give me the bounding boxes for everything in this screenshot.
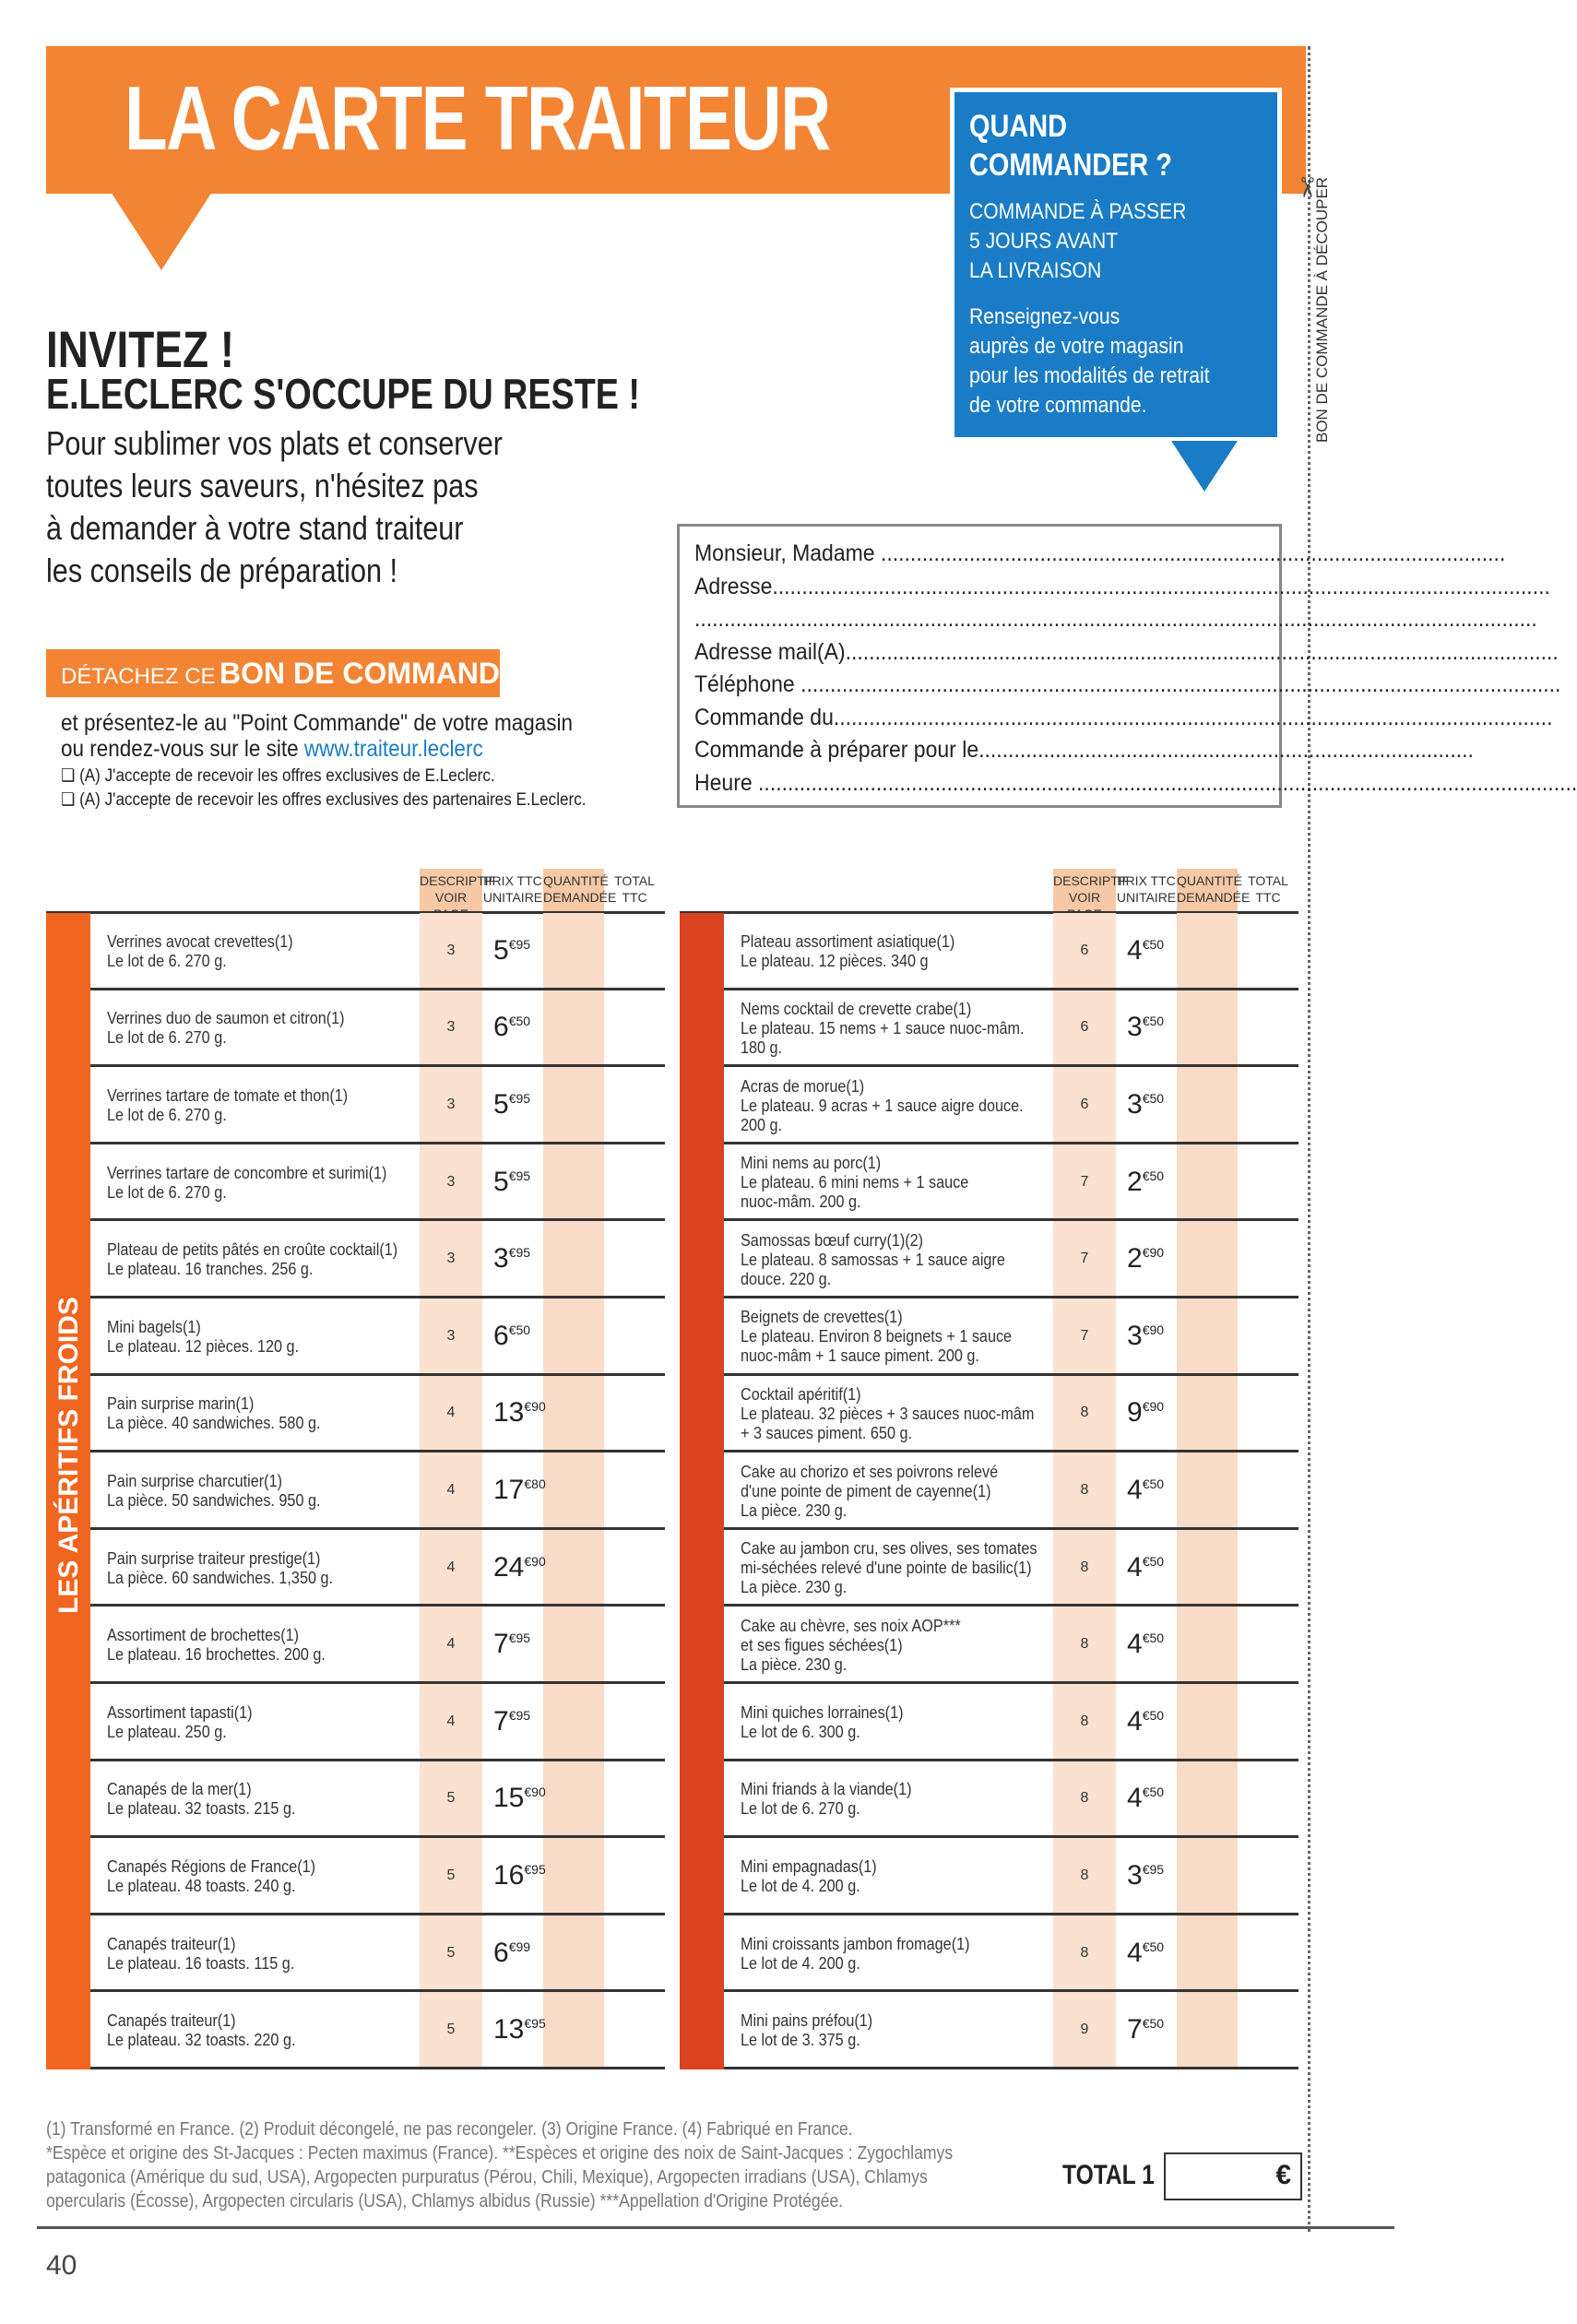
website-link[interactable]: www.traiteur.leclerc bbox=[303, 736, 483, 762]
product-text: Assortiment de brochettes(1) bbox=[107, 1626, 299, 1645]
product-price bbox=[493, 1167, 530, 1198]
price-currency: € bbox=[508, 1245, 516, 1261]
price-euros: 3 bbox=[1127, 1860, 1143, 1891]
product-text: Verrines avocat crevettes(1) bbox=[107, 931, 293, 951]
info-4: de votre commande. bbox=[969, 393, 1147, 418]
product-text: Cake au chorizo et ses poivrons relevé bbox=[741, 1462, 999, 1481]
price-currency: € bbox=[508, 1707, 516, 1723]
product-text: Le plateau. 6 mini nems + 1 sauce bbox=[741, 1173, 969, 1192]
price-euros: 24 bbox=[493, 1551, 525, 1583]
price-euros: 4 bbox=[1127, 1629, 1143, 1660]
price-currency: € bbox=[524, 2016, 532, 2032]
price-cents: 90 bbox=[531, 1399, 546, 1415]
price-euros: 16 bbox=[493, 1860, 525, 1891]
product-text: Le plateau. 15 nems + 1 sauce nuoc-mâm. bbox=[741, 1018, 1025, 1038]
product-text: Le lot de 6. 270 g. bbox=[741, 1799, 860, 1819]
product-text: Le lot de 3. 375 g. bbox=[741, 2031, 860, 2050]
section-label: LES APÉRITIFS FROIDS bbox=[53, 1297, 84, 1614]
price-cents: 95 bbox=[516, 1245, 531, 1261]
product-text: 200 g. bbox=[741, 1115, 783, 1134]
product-text: Verrines duo de saumon et citron(1) bbox=[107, 1009, 345, 1028]
form-email-field[interactable]: Adresse mail(A)......................................................................................................................... bbox=[694, 638, 1559, 665]
section-sidebar-right bbox=[680, 913, 724, 2069]
price-cents: 50 bbox=[1149, 1476, 1165, 1491]
form-time-field[interactable]: Heure ........................................................................................................................................... bbox=[694, 769, 1577, 796]
product-text: Mini empagnadas(1) bbox=[741, 1857, 877, 1876]
product-text: Le plateau. 8 samossas + 1 sauce aigre bbox=[741, 1250, 1005, 1269]
price-cents: 95 bbox=[531, 1862, 546, 1877]
hdr-text: UNITAIRE bbox=[1116, 890, 1177, 905]
price-euros: 7 bbox=[493, 1705, 509, 1737]
product-price bbox=[1127, 1397, 1164, 1429]
product-page-ref: 4 bbox=[446, 1636, 456, 1653]
product-price bbox=[1127, 1938, 1164, 1969]
price-cents: 50 bbox=[1149, 2016, 1165, 2032]
detach-banner bbox=[46, 649, 520, 697]
hdr-text: DEMANDÉE bbox=[543, 890, 617, 905]
price-cents: 50 bbox=[1149, 1707, 1165, 1723]
price-cents: 95 bbox=[516, 1168, 531, 1183]
product-text: Le plateau. 250 g. bbox=[107, 1722, 227, 1741]
product-price bbox=[1127, 1167, 1164, 1198]
bottom-rule bbox=[37, 2226, 1394, 2229]
product-text: Cake au jambon cru, ses olives, ses tomates bbox=[741, 1539, 1038, 1559]
price-cents: 90 bbox=[1149, 1399, 1165, 1415]
page-title: LA CARTE TRAITEUR bbox=[125, 67, 830, 169]
product-text: Pain surprise marin(1) bbox=[107, 1394, 255, 1414]
product-price bbox=[1127, 935, 1164, 966]
page-number: 40 bbox=[46, 2250, 77, 2281]
product-text: Verrines tartare de tomate et thon(1) bbox=[107, 1086, 349, 1105]
product-price bbox=[493, 1397, 546, 1429]
price-euros: 6 bbox=[493, 1937, 509, 1968]
product-price bbox=[493, 1243, 530, 1275]
product-price bbox=[493, 1938, 530, 1969]
price-cents: 95 bbox=[516, 1630, 531, 1646]
blue-box-notch bbox=[1171, 441, 1238, 492]
product-price bbox=[493, 2014, 546, 2045]
header-total-left bbox=[604, 869, 665, 913]
product-price bbox=[493, 1552, 546, 1583]
product-text: Le plateau. 32 toasts. 215 g. bbox=[107, 1799, 296, 1819]
price-cents: 50 bbox=[1149, 1168, 1165, 1183]
product-text: douce. 220 g. bbox=[741, 1269, 832, 1288]
product-text: Le lot de 4. 200 g. bbox=[741, 1877, 860, 1895]
product-price bbox=[493, 1089, 530, 1120]
product-page-ref: 8 bbox=[1080, 1405, 1089, 1421]
product-text: Mini nems au porc(1) bbox=[741, 1154, 882, 1173]
product-text: Nems cocktail de crevette crabe(1) bbox=[741, 999, 972, 1018]
price-currency: € bbox=[508, 936, 516, 952]
price-euros: 7 bbox=[1127, 2014, 1143, 2045]
hdr-text: PRIX TTC bbox=[483, 873, 542, 888]
product-text: Mini pains préfou(1) bbox=[741, 2011, 873, 2031]
consent-checkbox-partners[interactable]: ❏ (A) J'accepte de recevoir les offres exclusives des partenaires E.Leclerc. bbox=[61, 790, 587, 810]
product-text: Mini friands à la viande(1) bbox=[741, 1780, 912, 1799]
detach-prefix: DÉTACHEZ CE bbox=[61, 664, 216, 689]
product-text: Le plateau. 12 pièces. 120 g. bbox=[107, 1336, 300, 1356]
header-total-right bbox=[1238, 869, 1298, 913]
price-currency: € bbox=[1142, 1784, 1150, 1800]
product-price bbox=[1127, 2014, 1164, 2045]
price-euros: 3 bbox=[493, 1243, 509, 1275]
price-euros: 4 bbox=[1127, 1475, 1143, 1505]
product-text: Le plateau. 16 brochettes. 200 g. bbox=[107, 1645, 326, 1665]
product-page-ref: 5 bbox=[446, 2022, 456, 2038]
product-price bbox=[493, 1012, 530, 1043]
price-currency: € bbox=[524, 1553, 532, 1569]
price-cents: 90 bbox=[531, 1553, 546, 1569]
product-text: nuoc-mâm. 200 g. bbox=[741, 1192, 861, 1212]
price-euros: 9 bbox=[1127, 1397, 1143, 1429]
product-text: 180 g. bbox=[741, 1038, 783, 1057]
product-text: La pièce. 230 g. bbox=[741, 1500, 848, 1520]
product-page-ref: 8 bbox=[1080, 1636, 1089, 1653]
product-price bbox=[493, 1783, 546, 1814]
price-cents: 50 bbox=[1149, 1091, 1165, 1106]
price-currency: € bbox=[508, 1014, 516, 1029]
product-text: Plateau de petits pâtés en croûte cocktail(1) bbox=[107, 1240, 398, 1260]
price-cents: 90 bbox=[531, 1784, 546, 1800]
price-currency: € bbox=[1142, 1476, 1150, 1491]
leclerc-subheading: E.LECLERC S'OCCUPE DU RESTE ! bbox=[46, 370, 640, 418]
form-address-field-2[interactable]: ............................................................................................................................................... bbox=[694, 606, 1537, 632]
intro-line: Pour sublimer vos plats et conserver bbox=[46, 424, 503, 462]
product-text: Mini quiches lorraines(1) bbox=[741, 1702, 904, 1722]
info-3: pour les modalités de retrait bbox=[969, 363, 1210, 388]
form-phone-field[interactable]: Téléphone ................................................................................................................................. bbox=[694, 671, 1561, 697]
product-page-ref: 9 bbox=[1080, 2022, 1089, 2038]
price-euros: 7 bbox=[493, 1629, 509, 1660]
product-page-ref: 5 bbox=[446, 1868, 456, 1883]
present-line-1: et présentez-le au "Point Commande" de votre magasin bbox=[61, 710, 574, 736]
price-euros: 3 bbox=[1127, 1320, 1143, 1351]
detach-strong: BON DE COMMANDE bbox=[219, 657, 520, 690]
product-text: Acras de morue(1) bbox=[741, 1076, 865, 1096]
price-euros: 13 bbox=[493, 2014, 525, 2045]
product-text: + 3 sauces piment. 650 g. bbox=[741, 1423, 912, 1442]
product-text: mi-séchées relevé d'une pointe de basilic(1) bbox=[741, 1559, 1032, 1578]
product-price bbox=[493, 1706, 530, 1737]
price-currency: € bbox=[508, 1091, 516, 1106]
form-prep-date-field[interactable]: Commande à préparer pour le.................................................................................... bbox=[694, 737, 1474, 763]
price-currency: € bbox=[1142, 1014, 1150, 1029]
product-text: Assortiment tapasti(1) bbox=[107, 1702, 253, 1722]
product-text: Le plateau. Environ 8 beignets + 1 sauce bbox=[741, 1327, 1013, 1346]
product-text: Mini croissants jambon fromage(1) bbox=[741, 1934, 970, 1953]
price-cents: 50 bbox=[1149, 1014, 1165, 1029]
product-text: La pièce. 60 sandwiches. 1,350 g. bbox=[107, 1568, 333, 1587]
price-euros: 4 bbox=[1127, 1551, 1143, 1583]
product-text: Le plateau. 48 toasts. 240 g. bbox=[107, 1877, 296, 1895]
banner-notch bbox=[111, 192, 212, 270]
product-page-ref: 8 bbox=[1080, 1868, 1089, 1883]
product-text: Le lot de 6. 270 g. bbox=[107, 1182, 227, 1202]
product-page-ref: 3 bbox=[446, 1019, 456, 1036]
product-page-ref: 8 bbox=[1080, 1713, 1089, 1729]
price-cents: 80 bbox=[531, 1476, 546, 1491]
cut-label: BON DE COMMANDE À DÉCOUPER bbox=[1313, 176, 1331, 443]
product-text: Plateau assortiment asiatique(1) bbox=[741, 931, 955, 951]
product-page-ref: 4 bbox=[446, 1559, 456, 1575]
price-currency: € bbox=[1142, 1553, 1150, 1569]
product-price bbox=[493, 1475, 546, 1506]
product-price bbox=[1127, 1089, 1164, 1120]
product-page-ref: 3 bbox=[446, 1327, 456, 1344]
product-text: d'une pointe de piment de cayenne(1) bbox=[741, 1481, 991, 1500]
product-page-ref: 6 bbox=[1080, 1019, 1089, 1036]
price-euros: 3 bbox=[1127, 1089, 1143, 1120]
product-page-ref: 8 bbox=[1080, 1559, 1089, 1575]
product-page-ref: 3 bbox=[446, 1097, 456, 1112]
invite-heading: INVITEZ ! bbox=[46, 320, 235, 378]
product-text: Canapés de la mer(1) bbox=[107, 1780, 252, 1799]
price-cents: 95 bbox=[516, 1707, 531, 1723]
product-page-ref: 7 bbox=[1080, 1251, 1089, 1267]
product-page-ref: 8 bbox=[1080, 1944, 1089, 1961]
price-currency: € bbox=[1142, 1939, 1150, 1954]
price-currency: € bbox=[508, 1322, 516, 1337]
price-currency: € bbox=[1142, 1168, 1150, 1183]
product-page-ref: 6 bbox=[1080, 1097, 1089, 1112]
price-cents: 50 bbox=[1149, 1784, 1165, 1800]
product-price bbox=[1127, 1012, 1164, 1043]
price-currency: € bbox=[524, 1784, 532, 1800]
cut-line bbox=[1308, 46, 1310, 2232]
hdr-text: VOIR bbox=[1068, 890, 1101, 905]
price-cents: 50 bbox=[1149, 1939, 1165, 1954]
price-currency: € bbox=[1142, 1322, 1150, 1337]
price-cents: 90 bbox=[1149, 1322, 1165, 1337]
product-text: Canapés Régions de France(1) bbox=[107, 1857, 316, 1876]
product-text: Le lot de 6. 270 g. bbox=[107, 1106, 227, 1124]
when-text-2: 5 JOURS AVANT bbox=[969, 229, 1119, 254]
product-text: Le plateau. 16 tranches. 256 g. bbox=[107, 1260, 314, 1279]
intro-line: à demander à votre stand traiteur bbox=[46, 509, 464, 547]
product-price bbox=[1127, 1243, 1164, 1275]
price-euros: 13 bbox=[493, 1397, 525, 1429]
price-euros: 2 bbox=[1127, 1166, 1143, 1197]
product-text: Pain surprise charcutier(1) bbox=[107, 1472, 282, 1490]
price-euros: 17 bbox=[493, 1475, 525, 1505]
product-page-ref: 7 bbox=[1080, 1173, 1089, 1190]
price-currency: € bbox=[1142, 1091, 1150, 1106]
price-cents: 99 bbox=[516, 1939, 531, 1954]
product-text: Mini bagels(1) bbox=[107, 1317, 201, 1336]
when-text-1: COMMANDE À PASSER bbox=[969, 199, 1187, 224]
hdr-text: VOIR bbox=[434, 890, 468, 905]
product-text: La pièce. 230 g. bbox=[741, 1654, 848, 1674]
product-page-ref: 8 bbox=[1080, 1790, 1089, 1807]
present-text bbox=[61, 710, 660, 762]
footnote-line: *Espèce et origine des St-Jacques : Pecten maximus (France). **Espèces et origine des noix de Saint-Jacques : Zygochlamys bbox=[46, 2143, 954, 2164]
product-page-ref: 7 bbox=[1080, 1327, 1089, 1344]
header-qty-left bbox=[543, 869, 617, 913]
product-text: Canapés traiteur(1) bbox=[107, 1934, 236, 1953]
product-text: Le plateau. 16 toasts. 115 g. bbox=[107, 1953, 295, 1973]
product-text: Cocktail apéritif(1) bbox=[741, 1384, 861, 1404]
price-euros: 6 bbox=[493, 1320, 509, 1351]
consent-checkbox-leclerc[interactable]: ❏ (A) J'accepte de recevoir les offres exclusives de E.Leclerc. bbox=[61, 766, 495, 786]
price-cents: 95 bbox=[531, 2016, 546, 2032]
product-price bbox=[1127, 1321, 1164, 1352]
footnotes bbox=[46, 2117, 1051, 2213]
product-price bbox=[1127, 1629, 1164, 1660]
footnote-line: (1) Transformé en France. (2) Produit décongelé, ne pas recongeler. (3) Origine France. (4) Fabriqué en France. bbox=[46, 2119, 853, 2140]
hdr-text: DESCRIPTIF bbox=[420, 873, 497, 888]
product-text: Canapés traiteur(1) bbox=[107, 2011, 236, 2031]
hdr-text: DEMANDÉE bbox=[1177, 890, 1251, 905]
form-address-field[interactable]: Adresse.................................................................................................................................... bbox=[694, 573, 1550, 599]
price-currency: € bbox=[1142, 1630, 1150, 1646]
price-euros: 3 bbox=[1127, 1012, 1143, 1043]
product-price bbox=[1127, 1783, 1164, 1814]
product-price bbox=[493, 1629, 530, 1660]
price-currency: € bbox=[508, 1168, 516, 1183]
intro-line: les conseils de préparation ! bbox=[46, 551, 398, 589]
product-text: et ses figues séchées(1) bbox=[741, 1635, 903, 1654]
footnote-line: opercularis (Écosse), Argopecten circularis (USA), Chlamys albidus (Russie) ***Appellation d'Origine Protégée. bbox=[46, 2191, 844, 2211]
product-page-ref: 5 bbox=[446, 1790, 456, 1807]
product-page-ref: 5 bbox=[446, 1944, 456, 1961]
footnote-line: patagonica (Amérique du sud, USA), Argopecten purpuratus (Pérou, Chili, Mexique), Argopecten irradians (USA), Chlamys bbox=[46, 2167, 928, 2188]
hdr-text: DESCRIPTIF bbox=[1053, 873, 1131, 888]
when-text-3: LA LIVRAISON bbox=[969, 258, 1102, 283]
total-label: TOTAL 1 bbox=[1062, 2160, 1155, 2190]
product-text: Cake au chèvre, ses noix AOP*** bbox=[741, 1616, 961, 1635]
product-text: Le lot de 4. 200 g. bbox=[741, 1953, 860, 1973]
product-page-ref: 4 bbox=[446, 1405, 456, 1421]
price-euros: 5 bbox=[493, 934, 509, 966]
product-page-ref: 3 bbox=[446, 1173, 456, 1190]
hdr-text: TTC bbox=[1255, 890, 1281, 905]
price-euros: 4 bbox=[1127, 1937, 1143, 1968]
price-cents: 50 bbox=[1149, 1553, 1165, 1569]
header-price-right bbox=[1116, 869, 1177, 913]
price-cents: 50 bbox=[516, 1014, 531, 1029]
intro-text bbox=[46, 422, 563, 592]
price-currency: € bbox=[1142, 1707, 1150, 1723]
product-text: nuoc-mâm + 1 sauce piment. 200 g. bbox=[741, 1346, 979, 1366]
product-price bbox=[1127, 1552, 1164, 1583]
product-price bbox=[1127, 1860, 1164, 1891]
product-text: Le lot de 6. 300 g. bbox=[741, 1722, 860, 1741]
product-page-ref: 8 bbox=[1080, 1482, 1089, 1498]
hdr-text: QUANTITÉ bbox=[1177, 873, 1242, 888]
hdr-text: TTC bbox=[622, 890, 647, 905]
scissors-icon: ✂ bbox=[1291, 175, 1322, 200]
price-cents: 95 bbox=[516, 936, 531, 952]
price-euros: 4 bbox=[1127, 1705, 1143, 1737]
contact-form bbox=[677, 524, 1577, 808]
product-text: La pièce. 230 g. bbox=[741, 1578, 848, 1597]
price-cents: 95 bbox=[1149, 1862, 1165, 1877]
product-page-ref: 4 bbox=[446, 1713, 456, 1729]
price-euros: 4 bbox=[1127, 934, 1143, 966]
price-euros: 6 bbox=[493, 1012, 509, 1043]
price-currency: € bbox=[1142, 936, 1150, 952]
total-input[interactable]: € bbox=[1164, 2152, 1302, 2200]
header-desc-right bbox=[1053, 869, 1131, 913]
product-text: Le plateau. 32 toasts. 220 g. bbox=[107, 2031, 296, 2050]
price-euros: 15 bbox=[493, 1783, 525, 1814]
price-cents: 50 bbox=[516, 1322, 531, 1337]
hdr-text: TOTAL bbox=[614, 873, 655, 888]
product-price bbox=[1127, 1475, 1164, 1506]
product-text: Le lot de 6. 270 g. bbox=[107, 951, 227, 970]
when-to-order-box bbox=[950, 88, 1282, 442]
product-text: La pièce. 50 sandwiches. 950 g. bbox=[107, 1491, 321, 1510]
product-text: Le plateau. 12 pièces. 340 g bbox=[741, 951, 929, 970]
product-price bbox=[493, 1860, 546, 1891]
product-text: Pain surprise traiteur prestige(1) bbox=[107, 1548, 321, 1568]
product-price bbox=[493, 935, 530, 966]
form-name-field[interactable]: Monsieur, Madame .......................................................................................................... bbox=[694, 540, 1506, 566]
hdr-text: PRIX TTC bbox=[1117, 873, 1176, 888]
hdr-text: TOTAL bbox=[1248, 873, 1288, 888]
when-title-2: COMMANDER ? bbox=[969, 148, 1172, 183]
header-desc-left bbox=[420, 869, 497, 913]
price-cents: 50 bbox=[1149, 936, 1165, 952]
product-text: Verrines tartare de concombre et surimi(1) bbox=[107, 1163, 387, 1182]
price-currency: € bbox=[1142, 1399, 1150, 1415]
price-currency: € bbox=[524, 1399, 532, 1415]
price-euros: 4 bbox=[1127, 1783, 1143, 1814]
hdr-text: UNITAIRE bbox=[482, 890, 543, 905]
hdr-text: QUANTITÉ bbox=[543, 873, 609, 888]
product-text: Beignets de crevettes(1) bbox=[741, 1308, 903, 1327]
price-currency: € bbox=[1142, 1862, 1150, 1877]
info-1: Renseignez-vous bbox=[969, 304, 1120, 329]
price-currency: € bbox=[1142, 2016, 1150, 2032]
price-euros: 2 bbox=[1127, 1243, 1143, 1275]
product-text: Samossas bœuf curry(1)(2) bbox=[741, 1230, 924, 1250]
product-page-ref: 4 bbox=[446, 1482, 456, 1498]
price-cents: 95 bbox=[516, 1091, 531, 1106]
product-price bbox=[493, 1321, 530, 1352]
header-price-left bbox=[482, 869, 543, 913]
info-2: auprès de votre magasin bbox=[969, 334, 1184, 359]
price-euros: 5 bbox=[493, 1089, 509, 1120]
price-currency: € bbox=[508, 1939, 516, 1954]
product-page-ref: 3 bbox=[446, 942, 456, 958]
product-text: Le plateau. 32 pièces + 3 sauces nuoc-mâm bbox=[741, 1404, 1035, 1423]
product-text: Le lot de 6. 270 g. bbox=[107, 1028, 227, 1048]
price-currency: € bbox=[1142, 1245, 1150, 1261]
product-page-ref: 3 bbox=[446, 1251, 456, 1267]
price-euros: 5 bbox=[493, 1166, 509, 1197]
product-page-ref: 6 bbox=[1080, 942, 1089, 958]
header-qty-right bbox=[1177, 869, 1251, 913]
price-currency: € bbox=[524, 1476, 532, 1491]
intro-line: toutes leurs saveurs, n'hésitez pas bbox=[46, 467, 479, 504]
price-cents: 50 bbox=[1149, 1630, 1165, 1646]
when-title-1: QUAND bbox=[969, 109, 1067, 144]
product-text: Le plateau. 9 acras + 1 sauce aigre douce. bbox=[741, 1096, 1024, 1115]
product-price bbox=[1127, 1706, 1164, 1737]
present-line-2: ou rendez-vous sur le site bbox=[61, 736, 304, 762]
price-cents: 90 bbox=[1149, 1245, 1165, 1261]
price-currency: € bbox=[508, 1630, 516, 1646]
product-text: La pièce. 40 sandwiches. 580 g. bbox=[107, 1414, 321, 1433]
price-currency: € bbox=[524, 1862, 532, 1877]
form-order-date-field[interactable]: Commande du.......................................................................................................................... bbox=[694, 704, 1553, 730]
